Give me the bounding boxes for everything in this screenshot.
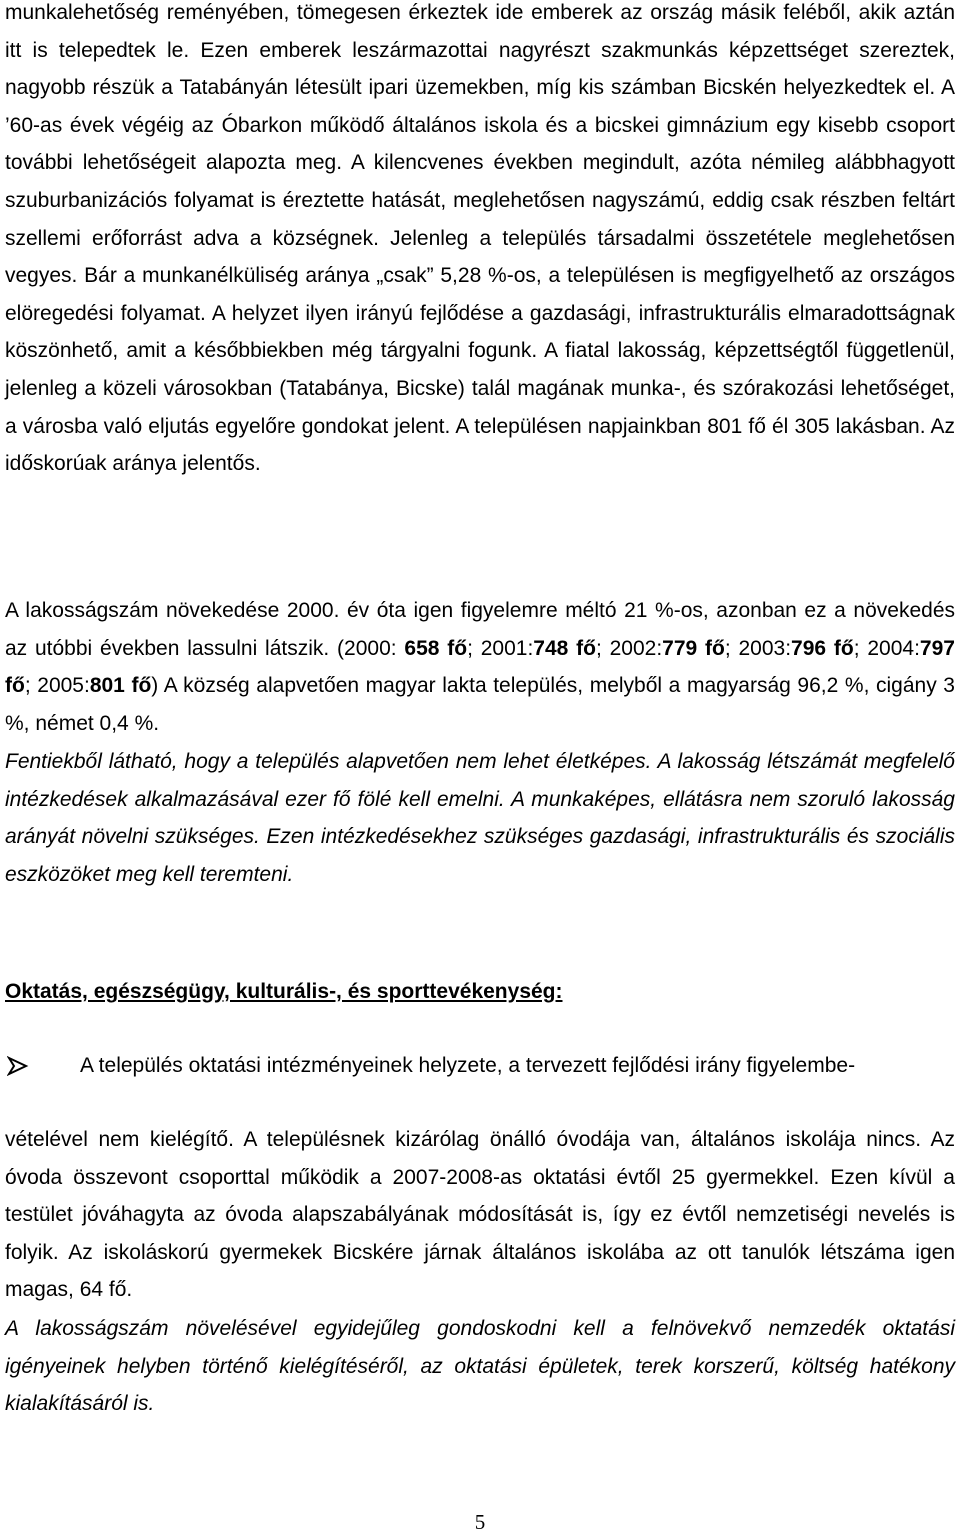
- page-number: 5: [474, 1510, 486, 1534]
- paragraph-population-growth: [5, 592, 955, 742]
- arrow-bullet-icon: [7, 1056, 29, 1076]
- population-2003: 796 fő: [791, 636, 854, 660]
- text: ; 2004:: [853, 636, 920, 660]
- text: ; 2001:: [467, 636, 534, 660]
- paragraph-conclusion-italic: Fentiekből látható, hogy a település alapvetően nem lehet életképes. A lakosság létszámát megfelelő intézkedések alkalmazásával ezer fő fölé kell emelni. A munkaképes, ellátásra nem szoruló lakosság arányát növelni szükséges. Ezen intézkedésekhez szükséges gazdasági, infrastrukturális és szociális eszközöket meg kell teremteni.: [5, 750, 955, 886]
- text: ; 2005:: [24, 674, 90, 698]
- population-2001: 748 fő: [533, 636, 596, 660]
- text: ; 2002:: [595, 636, 663, 660]
- population-2004: 797 fő: [5, 636, 955, 698]
- population-2005: 801 fő: [89, 674, 152, 698]
- paragraph-demographics: munkalehetőség reményében, tömegesen érkeztek ide emberek az ország másik feléből, akik aztán itt is telepedtek le. Ezen emberek leszármazottai nagyrészt szakmunkás képzettséget szereztek, nagyobb részük a Tatabányán létesült ipari üzemekben, míg kis számban Bicskén helyezkedtek el. A ’60-as évek végéig az Óbarkon működő általános iskola és a bicskei gimnázium egy kisebb csoport további lehetőségeit alapozta meg. A kilencvenes években megindult, azóta némileg alábbhagyott szuburbanizációs folyamat is éreztette hatását, meglehetősen nagyszámú, eddig csak részben feltárt szellemi erőforrást adva a községnek. Jelenleg a település társadalmi összetétele meglehetősen vegyes. Bár a munkanélküliség aránya „csak” 5,28 %-os, a településen is megfigyelhető az országos elöregedési folyamat. A helyzet ilyen irányú fejlődése a gazdasági, infrastrukturális elmaradottságnak köszönhető, amit a későbbiekben még tárgyalni fogunk. A fiatal lakosság, képzettségtől függetlenül, jelenleg a közeli városokban (Tatabánya, Bicske) talál magának munka-, és szórakozási lehetőséget, a városba való eljutás egyelőre gondokat jelent. A településen napjainkban 801 fő él 305 lakásban. Az időskorúak aránya jelentős.: [5, 1, 955, 476]
- bullet-text: A település oktatási intézményeinek helyzete, a tervezett fejlődési irány figyelembe-: [80, 1054, 856, 1077]
- paragraph-education: vételével nem kielégítő. A településnek kizárólag önálló óvodája van, általános iskolája nincs. Az óvoda összevont csoporttal működik a 2007-2008-as oktatási évtől 25 gyermekkel. Ezen kívül a testület jóváhagyta az óvoda alapszabályának módosítását is, így ez évtől nemzetiségi nevelés is folyik. Az iskoláskorú gyermekek Bicskére járnak általános iskolába az ott tanulók létszáma igen magas, 64 fő.: [5, 1128, 955, 1302]
- population-2000: 658 fő: [404, 636, 468, 660]
- paragraph-education-italic: A lakosságszám növelésével egyidejűleg gondoskodni kell a felnövekvő nemzedék oktatási igényeinek helyben történő kielégítéséről, az oktatási épületek, terek korszerű, költség hatékony kialakításáról is.: [5, 1317, 955, 1416]
- text: ; 2003:: [724, 636, 792, 660]
- text: ) A község alapvetően magyar lakta település, melyből a magyarság 96,2 %, cigány 3 %, német 0,4 %.: [5, 674, 955, 735]
- section-heading: Oktatás, egészségügy, kulturális-, és sporttevékenység:: [5, 980, 563, 1003]
- text: A lakosságszám növekedése 2000. év óta igen figyelemre méltó 21 %-os, azonban ez a növekedés az utóbbi években lassulni látszik. (2000:: [5, 599, 955, 660]
- population-2002: 779 fő: [662, 636, 725, 660]
